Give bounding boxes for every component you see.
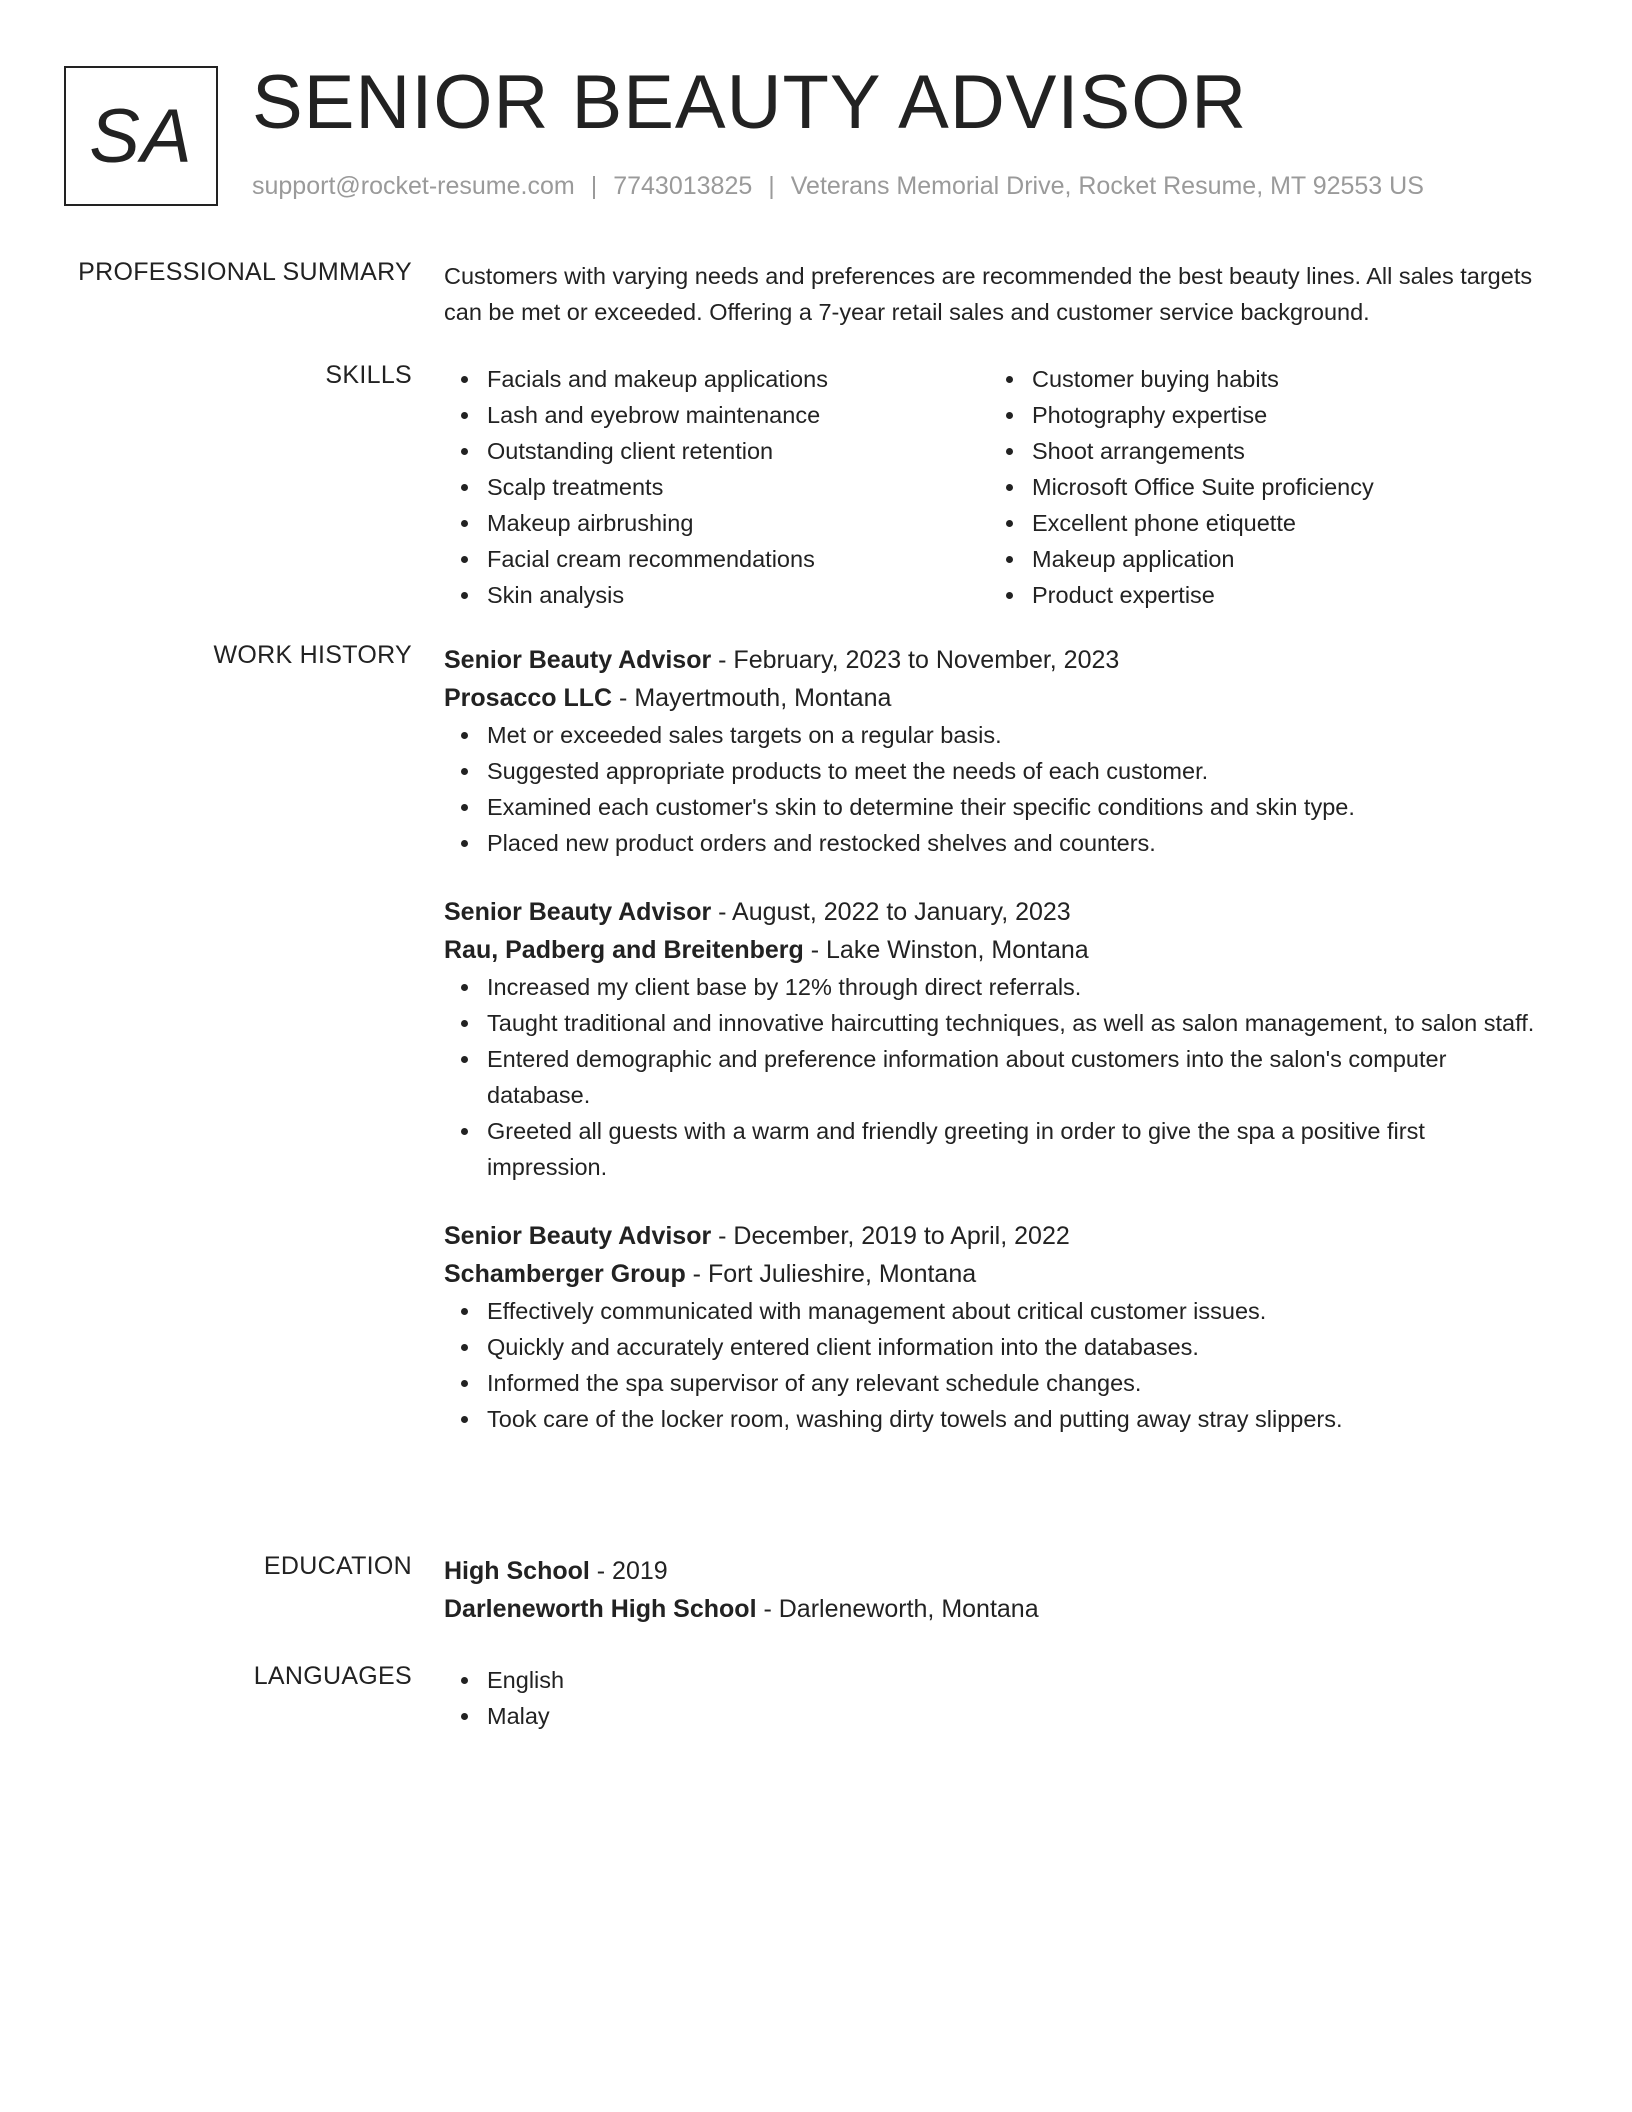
skills-body — [444, 361, 1544, 613]
job-title-line — [444, 1217, 1544, 1255]
skill-item: Product expertise — [989, 577, 1534, 613]
job-bullet: Met or exceeded sales targets on a regular basis. — [444, 717, 1544, 753]
job-title: Senior Beauty Advisor — [444, 646, 712, 674]
page-title: SENIOR BEAUTY ADVISOR — [252, 60, 1248, 145]
languages-list — [444, 1662, 1544, 1734]
skill-item: Customer buying habits — [989, 361, 1534, 397]
skill-item: Skin analysis — [444, 577, 989, 613]
job-location: - Mayertmouth, Montana — [612, 684, 892, 712]
job-location: - Lake Winston, Montana — [803, 936, 1089, 964]
job-dates: - December, 2019 to April, 2022 — [711, 1222, 1070, 1250]
job-bullet: Taught traditional and innovative haircutting techniques, as well as salon management, to salon staff. — [444, 1005, 1544, 1041]
monogram: SA — [64, 66, 218, 206]
job-bullets — [444, 717, 1544, 861]
skills-list-right — [989, 361, 1534, 613]
contact-phone: 7743013825 — [613, 172, 753, 200]
skill-item: Outstanding client retention — [444, 433, 989, 469]
education-school: Darleneworth High School — [444, 1595, 757, 1623]
section-label-work: WORK HISTORY — [213, 641, 412, 669]
education-degree: High School — [444, 1557, 590, 1585]
job-dates: - February, 2023 to November, 2023 — [711, 646, 1120, 674]
job-company-line — [444, 679, 1544, 717]
job-entry — [444, 1217, 1544, 1437]
languages-body — [444, 1662, 1544, 1734]
job-company: Prosacco LLC — [444, 684, 613, 712]
job-location: - Fort Julieshire, Montana — [685, 1260, 977, 1288]
skill-item: Shoot arrangements — [989, 433, 1534, 469]
job-bullet: Suggested appropriate products to meet the needs of each customer. — [444, 753, 1544, 789]
contact-line — [252, 172, 1424, 201]
education-school-line — [444, 1590, 1544, 1628]
education-location: - Darleneworth, Montana — [756, 1595, 1039, 1623]
job-bullet: Placed new product orders and restocked shelves and counters. — [444, 825, 1544, 861]
education-year: - 2019 — [589, 1557, 668, 1585]
summary-text: Customers with varying needs and preferences are recommended the best beauty lines. All sales targets can be met or exceeded. Offering a 7-year retail sales and customer service background. — [444, 263, 1533, 325]
job-title-line — [444, 893, 1544, 931]
language-item: English — [444, 1662, 1544, 1698]
skill-item: Makeup application — [989, 541, 1534, 577]
skill-item: Lash and eyebrow maintenance — [444, 397, 989, 433]
education-degree-line — [444, 1552, 1544, 1590]
skill-item: Facial cream recommendations — [444, 541, 989, 577]
language-item: Malay — [444, 1698, 1544, 1734]
skill-item: Excellent phone etiquette — [989, 505, 1534, 541]
job-company-line — [444, 931, 1544, 969]
skill-item: Microsoft Office Suite proficiency — [989, 469, 1534, 505]
job-bullets — [444, 969, 1544, 1185]
section-label-education: EDUCATION — [263, 1552, 412, 1580]
job-bullet: Took care of the locker room, washing dirty towels and putting away stray slippers. — [444, 1401, 1544, 1437]
job-title: Senior Beauty Advisor — [444, 1222, 712, 1250]
skill-item: Facials and makeup applications — [444, 361, 989, 397]
job-bullet: Increased my client base by 12% through direct referrals. — [444, 969, 1544, 1005]
job-bullet: Effectively communicated with management about critical customer issues. — [444, 1293, 1544, 1329]
job-bullet: Quickly and accurately entered client information into the databases. — [444, 1329, 1544, 1365]
summary-body — [444, 258, 1544, 330]
section-label-summary: PROFESSIONAL SUMMARY — [78, 258, 412, 286]
job-bullets — [444, 1293, 1544, 1437]
contact-email: support@rocket-resume.com — [252, 172, 575, 200]
work-body — [444, 641, 1544, 1469]
job-title-line — [444, 641, 1544, 679]
section-label-languages: LANGUAGES — [253, 1662, 412, 1690]
job-bullet: Greeted all guests with a warm and friendly greeting in order to give the spa a positive first impression. — [444, 1113, 1544, 1185]
contact-separator: | — [590, 172, 598, 200]
job-title: Senior Beauty Advisor — [444, 898, 712, 926]
skills-list-left — [444, 361, 989, 613]
job-entry — [444, 641, 1544, 861]
job-company-line — [444, 1255, 1544, 1293]
job-company: Schamberger Group — [444, 1260, 686, 1288]
education-body — [444, 1552, 1544, 1628]
skill-item: Photography expertise — [989, 397, 1534, 433]
job-bullet: Examined each customer's skin to determine their specific conditions and skin type. — [444, 789, 1544, 825]
skill-item: Makeup airbrushing — [444, 505, 989, 541]
job-company: Rau, Padberg and Breitenberg — [444, 936, 804, 964]
job-bullet: Informed the spa supervisor of any relevant schedule changes. — [444, 1365, 1544, 1401]
contact-separator: | — [768, 172, 775, 200]
job-entry — [444, 893, 1544, 1185]
job-dates: - August, 2022 to January, 2023 — [711, 898, 1071, 926]
skill-item: Scalp treatments — [444, 469, 989, 505]
contact-address: Veterans Memorial Drive, Rocket Resume, MT 92553 US — [790, 172, 1424, 200]
section-label-skills: SKILLS — [325, 361, 412, 389]
job-bullet: Entered demographic and preference information about customers into the salon's computer database. — [444, 1041, 1544, 1113]
